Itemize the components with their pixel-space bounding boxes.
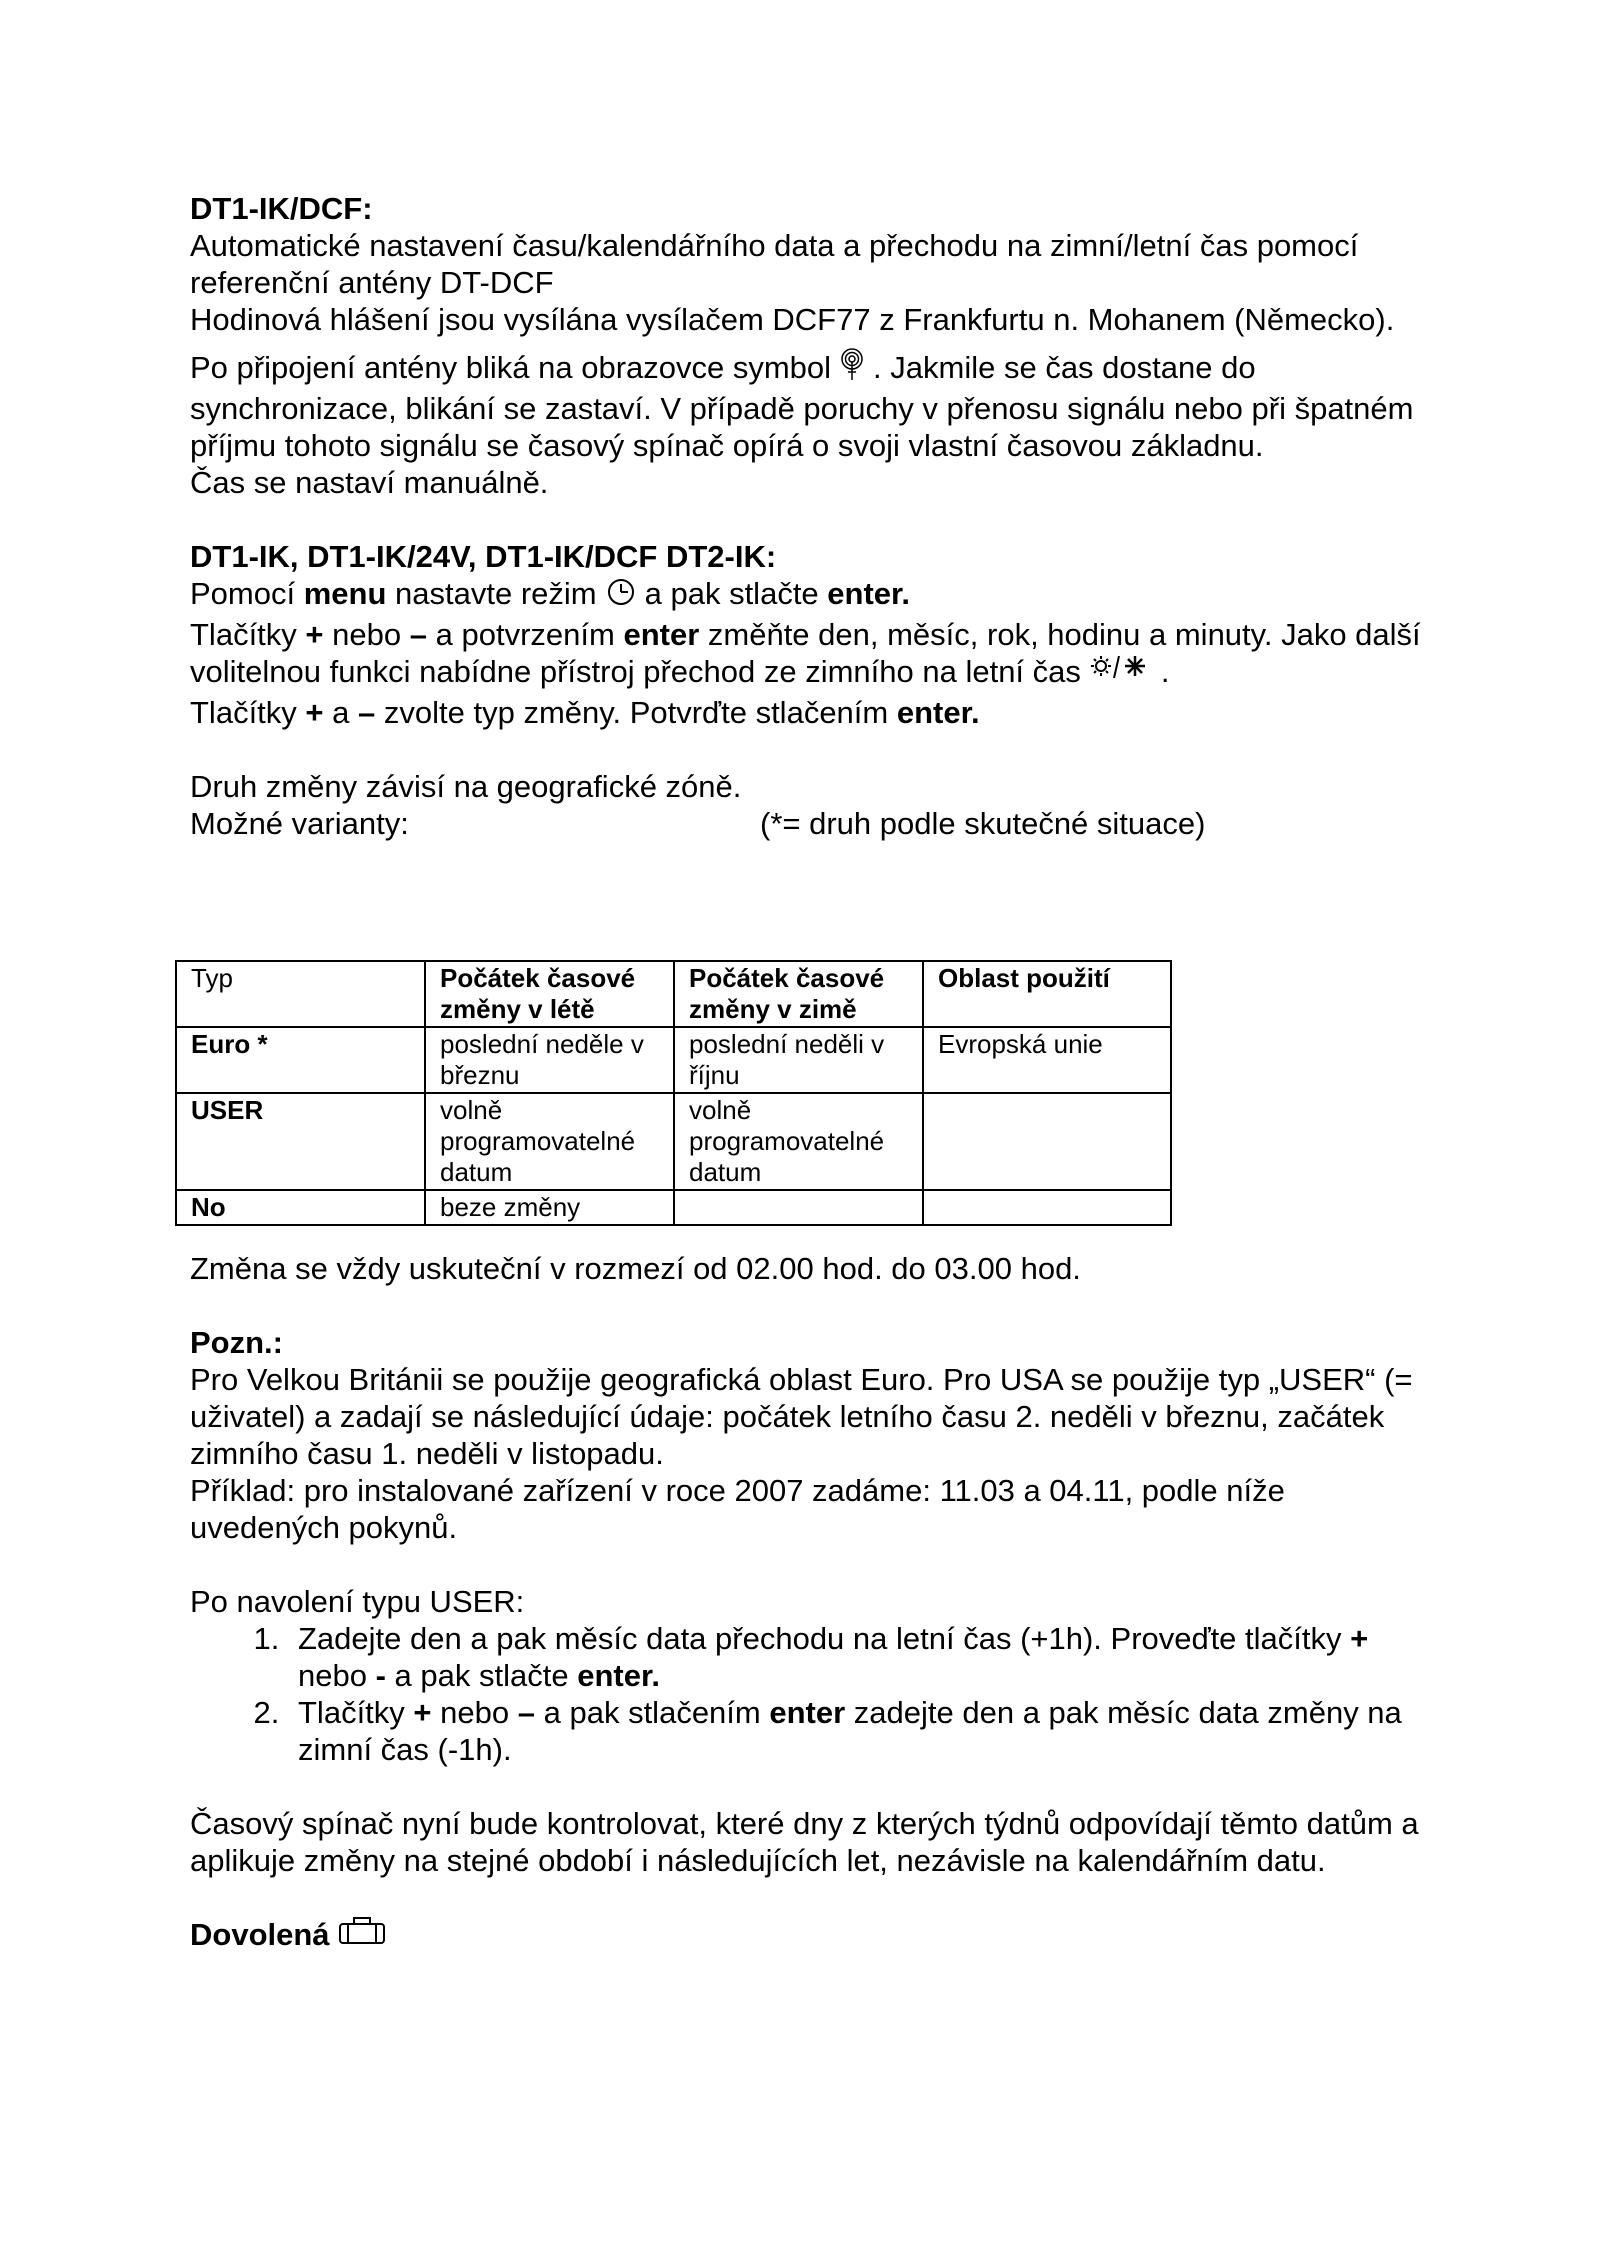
- paragraph-buttons: Tlačítky + nebo – a potvrzením enter změňte den, měsíc, rok, hodinu a minuty. Jako další volitelnou funkci nabídne přístroj přechod ze zimního na letní čas .: [190, 616, 1440, 694]
- section-heading-models: DT1-IK, DT1-IK/24V, DT1-IK/DCF DT2-IK:: [190, 539, 777, 574]
- text: a potvrzením: [435, 617, 615, 652]
- text: zvolte typ změny. Potvrďte stlačením: [383, 695, 889, 730]
- holiday-heading: [190, 1916, 1440, 1953]
- text: Pomocí: [190, 576, 296, 611]
- plus-keyword: +: [305, 695, 324, 730]
- plus-keyword: +: [305, 617, 324, 652]
- variants-note: (*= druh podle skutečné situace): [760, 806, 1206, 841]
- table-cell: volně programovatelné datum: [674, 1093, 923, 1190]
- text: nebo: [298, 1658, 367, 1693]
- table-header-row: [176, 961, 1171, 1027]
- text: a pak stlačením: [543, 1695, 761, 1730]
- table-header: Počátek časové změny v zimě: [674, 961, 923, 1027]
- text: zadejte den a pak měsíc data změny na zimní čas (-1h).: [298, 1695, 1402, 1767]
- text: nastavte režim: [395, 576, 597, 611]
- table-cell: [674, 1190, 923, 1225]
- table-header: Počátek časové změny v létě: [425, 961, 674, 1027]
- minus-keyword: -: [375, 1658, 386, 1693]
- paragraph-change-type: [190, 694, 1440, 731]
- table-row: [176, 1093, 1171, 1190]
- paragraph-user-intro: Po navolení typu USER:: [190, 1584, 525, 1619]
- table-cell: poslední neděle v březnu: [425, 1027, 674, 1093]
- suitcase-icon: [338, 1916, 386, 1953]
- variants-label: Možné varianty:: [190, 806, 409, 841]
- table-cell: USER: [176, 1093, 425, 1190]
- paragraph-note: Pro Velkou Británii se použije geografická oblast Euro. Pro USA se použije typ „USER“ (= uživatel) a zadají se následující údaje: počátek letního času 2. neděli v březnu, začátek zimního času 1. neděli v listopadu.: [190, 1362, 1413, 1471]
- table-header: Typ: [176, 961, 425, 1027]
- minus-keyword: –: [358, 695, 376, 730]
- paragraph-auto-setting: Automatické nastavení času/kalendářního data a přechodu na zimní/letní čas pomocí referenční antény DT-DCF: [190, 228, 1359, 300]
- plus-keyword: +: [1350, 1621, 1369, 1656]
- holiday-heading-text: Dovolená: [190, 1917, 330, 1952]
- paragraph-example: Příklad: pro instalované zařízení v roce 2007 zadáme: 11.03 a 04.11, podle níže uvedených pokynů.: [190, 1473, 1285, 1545]
- text: a pak stlačte: [394, 1658, 569, 1693]
- note-heading: Pozn.:: [190, 1325, 283, 1360]
- table-cell: volně programovatelné datum: [425, 1093, 674, 1190]
- text: Zadejte den a pak měsíc data přechodu na letní čas (+1h). Proveďte tlačítky: [298, 1621, 1342, 1656]
- paragraph-antenna: [190, 348, 1440, 464]
- lower-content: [190, 1250, 1440, 1953]
- paragraph-menu: [190, 575, 1440, 616]
- enter-keyword: enter.: [896, 695, 980, 730]
- text: nebo: [440, 1695, 510, 1730]
- paragraph-change-window: Změna se vždy uskuteční v rozmezí od 02.00 hod. do 03.00 hod.: [190, 1251, 1081, 1286]
- menu-keyword: menu: [303, 576, 387, 611]
- text: Po připojení antény bliká na obrazovce symbol: [190, 350, 832, 385]
- minus-keyword: –: [409, 617, 427, 652]
- text: a: [332, 695, 350, 730]
- time-change-table: [175, 960, 1172, 1226]
- table-header: Oblast použití: [923, 961, 1171, 1027]
- enter-keyword: enter.: [577, 1658, 660, 1693]
- enter-keyword: enter: [623, 617, 700, 652]
- table-cell: beze změny: [425, 1190, 674, 1225]
- paragraph-manual-time: Čas se nastaví manuálně.: [190, 465, 549, 500]
- list-item: [288, 1620, 1440, 1694]
- list-item: [288, 1694, 1440, 1768]
- paragraph-geo-zone: Druh změny závisí na geografické zóně.: [190, 769, 742, 804]
- text: a pak stlačte: [644, 576, 819, 611]
- table-cell: [923, 1093, 1171, 1190]
- table-cell: Euro *: [176, 1027, 425, 1093]
- text: změňte den, měsíc, rok, hodinu a minuty. Jako další volitelnou funkci nabídne přístroj přechod ze zimního na letní čas: [190, 617, 1421, 689]
- clock-icon: [605, 578, 637, 616]
- antenna-signal-icon: [839, 348, 865, 390]
- table-row: [176, 1027, 1171, 1093]
- paragraph-closing: Časový spínač nyní bude kontrolovat, které dny z kterých týdnů odpovídají těmto datům a aplikuje změny na stejné období i následujících let, nezávisle na kalendářním datu.: [190, 1806, 1419, 1878]
- variants-row: [190, 805, 1440, 842]
- text: . Jakmile se čas dostane do synchronizace, blikání se zastaví. V případě poruchy v přenosu signálu nebo při špatném příjmu tohoto signálu se časový spínač opírá o svoji vlastní časovou základnu.: [190, 350, 1414, 463]
- table-cell: Evropská unie: [923, 1027, 1171, 1093]
- table-cell: poslední neděli v říjnu: [674, 1027, 923, 1093]
- enter-keyword: enter: [769, 1695, 846, 1730]
- text: Tlačítky: [298, 1695, 405, 1730]
- text: nebo: [332, 617, 402, 652]
- sun-snowflake-icon: [1089, 656, 1153, 694]
- plus-keyword: +: [413, 1695, 432, 1730]
- section-heading-dcf: DT1-IK/DCF:: [190, 191, 373, 226]
- upper-content: [190, 190, 1440, 842]
- text: Tlačítky: [190, 695, 297, 730]
- enter-keyword: enter.: [827, 576, 911, 611]
- minus-keyword: –: [517, 1695, 535, 1730]
- text: Tlačítky: [190, 617, 297, 652]
- paragraph-dcf77: Hodinová hlášení jsou vysílána vysílačem DCF77 z Frankfurtu n. Mohanem (Německo).: [190, 302, 1395, 337]
- table-cell: No: [176, 1190, 425, 1225]
- steps-list: [190, 1620, 1440, 1768]
- table-row: [176, 1190, 1171, 1225]
- table-cell: [923, 1190, 1171, 1225]
